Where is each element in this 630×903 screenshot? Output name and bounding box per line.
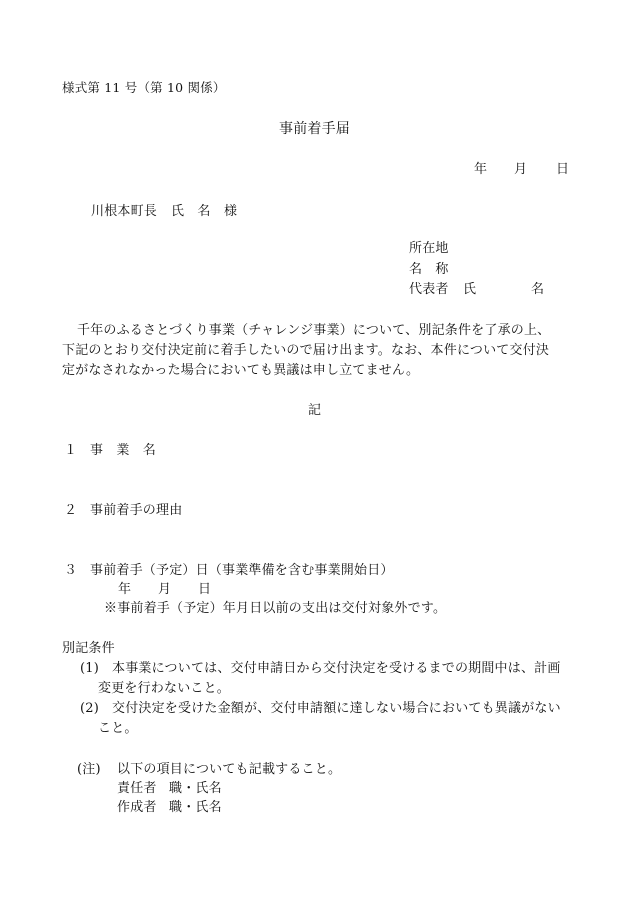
item-1-number: １ (64, 443, 78, 458)
addressee-name: 川根本町長 (91, 204, 158, 219)
item-2-number: ２ (64, 503, 78, 518)
date-month-label: 月 (514, 162, 528, 177)
item-3-date-day: 日 (198, 582, 212, 597)
addressee-honorific: 様 (224, 204, 238, 219)
document-title: 事前着手届 (279, 121, 350, 137)
note-entry-2-role: 作成者 (117, 800, 157, 815)
item-2-label: 事前着手の理由 (90, 503, 183, 518)
item-3-date-month: 月 (158, 582, 172, 597)
applicant-address-label: 所在地 (409, 241, 449, 256)
item-1-label: 事 業 名 (90, 443, 157, 458)
note-entry-2-fields: 職・氏名 (169, 800, 222, 815)
body-line-1: 千年のふるさとづくり事業（チャレンジ事業）について、別記条件を了承の上、 (77, 323, 551, 338)
item-3-number: ３ (64, 563, 78, 578)
item-3-date-year: 年 (118, 582, 132, 597)
addressee-shimei: 氏 名 (171, 204, 211, 219)
note-entry-1-role: 責任者 (117, 781, 157, 796)
note-label: (注) (77, 762, 101, 777)
condition-2-line-2: こと。 (98, 721, 138, 736)
condition-1-number: (1) (80, 661, 100, 676)
condition-2-line-1: 交付決定を受けた金額が、交付申請額に達しない場合においても異議がない (112, 701, 561, 716)
form-number: 様式第 11 号（第 10 関係） (62, 80, 226, 95)
date-year-label: 年 (474, 162, 488, 177)
body-line-2: 下記のとおり交付決定前に着手したいので届け出ます。なお、本件について交付決 (62, 343, 550, 358)
applicant-name-label: 名 称 (409, 262, 449, 277)
applicant-rep-shi: 氏 (463, 282, 477, 297)
note-text: 以下の項目についても記載すること。 (117, 762, 342, 777)
conditions-heading: 別記条件 (62, 641, 115, 656)
condition-2-number: (2) (80, 701, 100, 716)
item-3-label: 事前着手（予定）日（事業準備を含む事業開始日） (90, 563, 394, 578)
item-3-note: ※事前着手（予定）年月日以前の支出は交付対象外です。 (104, 601, 447, 616)
condition-1-line-1: 本事業については、交付申請日から交付決定を受けるまでの期間中は、計画 (112, 661, 561, 676)
ki-heading: 記 (308, 403, 322, 418)
date-day-label: 日 (556, 162, 570, 177)
body-line-3: 定がなされなかった場合においても異議は申し立てません。 (62, 363, 420, 378)
note-entry-1-fields: 職・氏名 (169, 781, 222, 796)
applicant-representative-label: 代表者 (409, 282, 449, 297)
condition-1-line-2: 変更を行わないこと。 (98, 681, 231, 696)
applicant-rep-mei: 名 (531, 282, 545, 297)
